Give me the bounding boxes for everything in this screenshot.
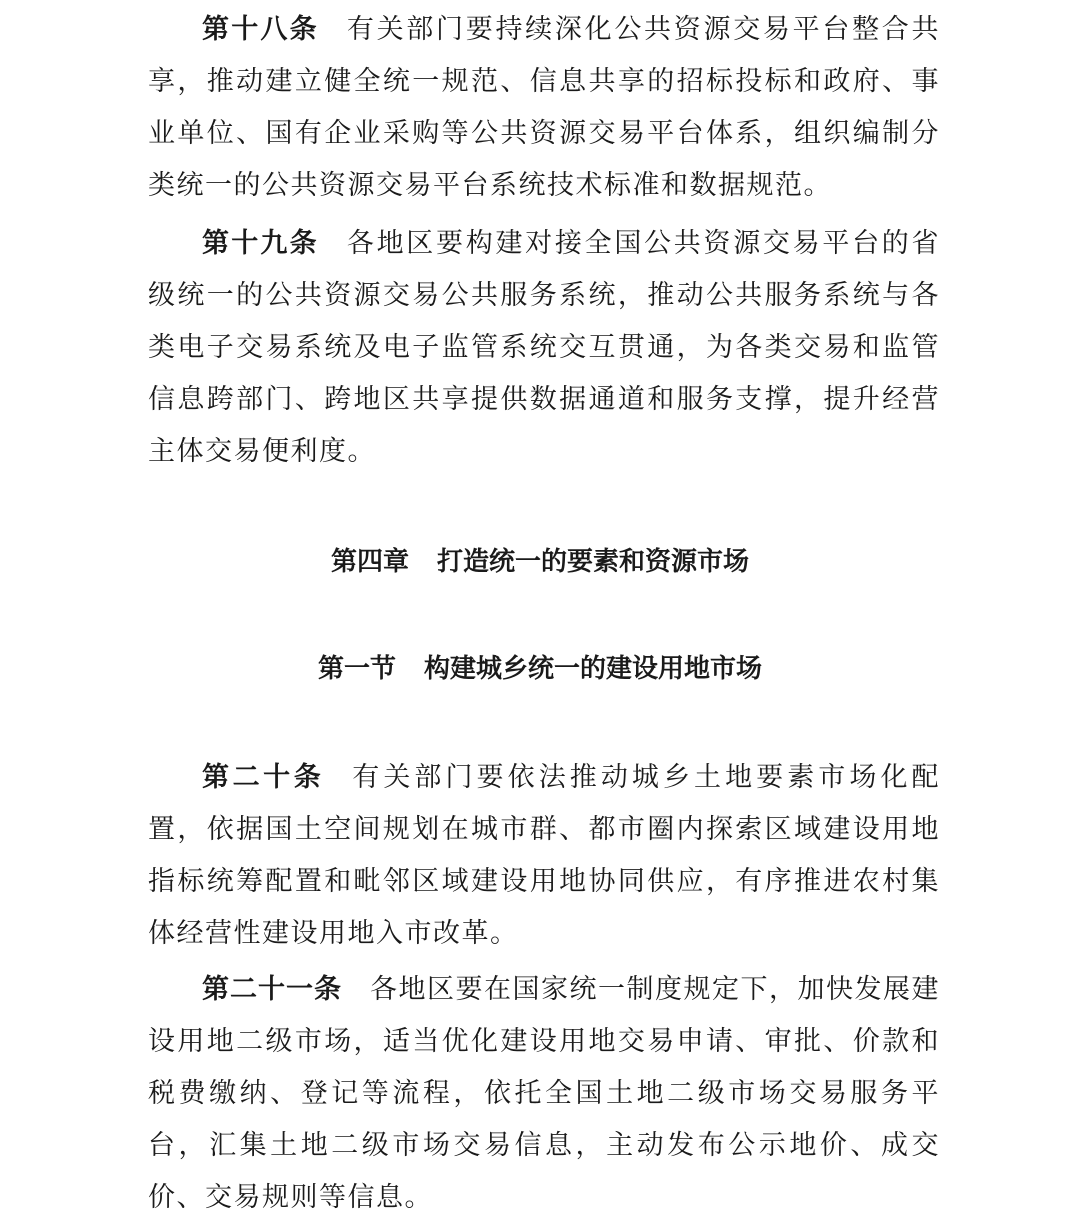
article-number: 第十八条 [202, 14, 319, 45]
article-number: 第二十条 [202, 762, 325, 793]
article-text: 有关部门要持续深化公共资源交易平台整合共享，推动建立健全统一规范、信息共享的招标投标和政府、事业单位、国有企业采购等公共资源交易平台体系，组织编制分类统一的公共资源交易平台系统技术标准和数据规范。 [148, 14, 941, 201]
article-number: 第十九条 [202, 228, 319, 259]
chapter-number: 第四章 [330, 547, 409, 577]
article-20 [148, 752, 940, 960]
section-heading [0, 649, 1080, 689]
section-title: 构建城乡统一的建设用地市场 [424, 654, 763, 684]
article-text: 各地区要在国家统一制度规定下，加快发展建设用地二级市场，适当优化建设用地交易申请、审批、价款和税费缴纳、登记等流程，依托全国土地二级市场交易服务平台，汇集土地二级市场交易信息，主动发布公示地价、成交价、交易规则等信息。 [148, 974, 940, 1213]
chapter-title: 打造统一的要素和资源市场 [437, 547, 750, 577]
article-21 [148, 964, 940, 1224]
article-18 [148, 4, 940, 212]
article-text: 各地区要构建对接全国公共资源交易平台的省级统一的公共资源交易公共服务系统，推动公共服务系统与各类电子交易系统及电子监管系统交互贯通，为各类交易和监管信息跨部门、跨地区共享提供数据通道和服务支撑，提升经营主体交易便利度。 [148, 228, 941, 467]
article-19 [148, 218, 940, 478]
chapter-heading [0, 542, 1080, 582]
article-text: 有关部门要依法推动城乡土地要素市场化配置，依据国土空间规划在城市群、都市圈内探索区域建设用地指标统筹配置和毗邻区域建设用地协同供应，有序推进农村集体经营性建设用地入市改革。 [148, 762, 941, 949]
section-number: 第一节 [317, 654, 396, 684]
article-number: 第二十一条 [202, 974, 342, 1005]
